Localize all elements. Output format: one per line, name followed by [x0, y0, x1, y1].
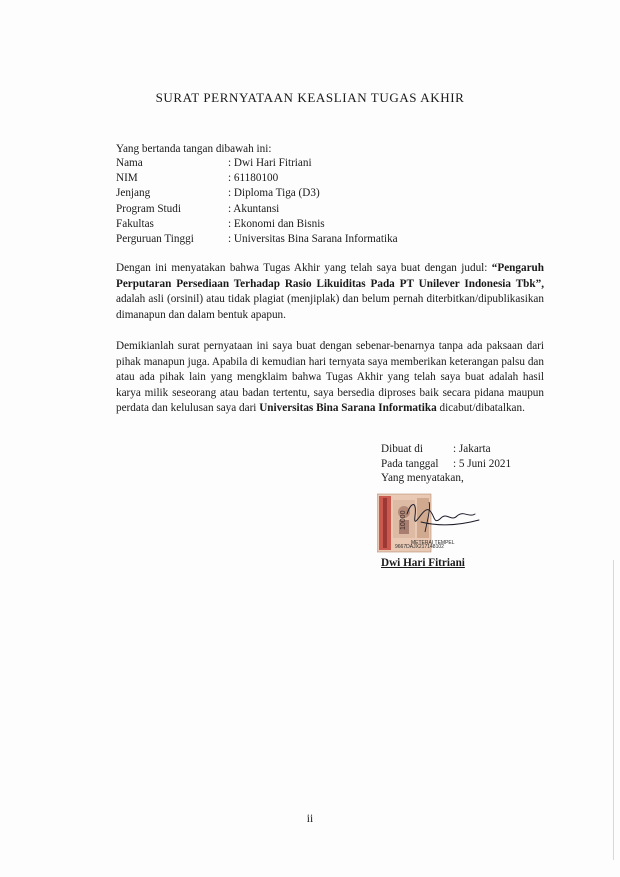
signer-name: Dwi Hari Fitriani	[381, 557, 465, 569]
statement-lead: Dengan ini menyatakan bahwa Tugas Akhir yang telah saya buat dengan judul:	[116, 262, 488, 274]
identity-value: : Dwi Hari Fitriani	[228, 157, 312, 169]
identity-value: : Ekonomi dan Bisnis	[228, 217, 325, 230]
identity-label: Nama	[116, 157, 143, 169]
signature-block	[381, 442, 511, 486]
closing-end: dicabut/dibatalkan.	[439, 402, 525, 415]
identity-value: : Universitas Bina Sarana Informatika	[228, 233, 398, 246]
identity-table	[116, 156, 398, 247]
identity-row-jenjang	[116, 186, 398, 201]
place-label: Dibuat di	[381, 443, 423, 455]
date-label: Pada tanggal	[381, 457, 439, 470]
document-title: SURAT PERNYATAAN KEASLIAN TUGAS AKHIR	[155, 90, 465, 105]
statement-paragraph	[116, 261, 544, 323]
identity-label: Perguruan Tinggi	[116, 233, 194, 246]
identity-row-nim	[116, 171, 398, 186]
intro-text: Yang bertanda tangan dibawah ini:	[116, 143, 272, 155]
stamp-value: 10000	[400, 510, 407, 530]
page-number: ii	[306, 813, 314, 825]
stamp-brand: METERAI TEMPEL	[411, 540, 455, 546]
identity-label: NIM	[116, 172, 138, 185]
closing-salutation: Yang menyatakan,	[381, 472, 464, 485]
statement-tail: adalah asli (orsinil) atau tidak plagiat (menjiplak) dan belum pernah diterbitkan/dipublikasikan dimanapun dan dalam bentuk apapun.	[116, 293, 544, 321]
identity-value: : Akuntansi	[228, 202, 280, 215]
identity-label: Jenjang	[116, 187, 151, 200]
identity-row-prodi	[116, 202, 398, 217]
thesis-title: “Pengaruh Perputaran Persediaan Terhadap Rasio Likuiditas Pada PT Unilever Indonesia Tbk”,	[116, 262, 544, 290]
identity-value: : Diploma Tiga (D3)	[228, 187, 320, 200]
place-row	[381, 442, 511, 457]
stamp-signature-graphic	[377, 492, 485, 556]
date-row	[381, 457, 511, 472]
identity-label: Fakultas	[116, 217, 154, 230]
identity-row-pt	[116, 232, 398, 247]
identity-label: Program Studi	[116, 202, 181, 215]
place-value: : Jakarta	[453, 443, 491, 455]
identity-row-nama	[116, 156, 398, 171]
closing-paragraph	[116, 339, 544, 417]
stamp-serial: 9667DAJX217148102	[395, 544, 444, 550]
identity-value: : 61180100	[228, 172, 279, 185]
closing-text: Demikianlah surat pernyataan ini saya buat dengan sebenar-benarnya tanpa ada paksaan dari pihak manapun juga. Apabila di kemudian hari ternyata saya memberikan keterangan palsu dan atau ada pihak lain yang mengklaim bahwa Tugas Akhir yang telah saya buat adalah hasil karya milik seseorang atau badan tertentu, saya bersedia diproses baik secara pidana maupun perdata dan kelulusan saya dari	[116, 340, 544, 415]
date-value: : 5 Juni 2021	[453, 457, 512, 470]
meterai-stamp-with-signature	[377, 492, 485, 556]
institution-name: Universitas Bina Sarana Informatika	[259, 402, 437, 415]
identity-row-fakultas	[116, 217, 398, 232]
